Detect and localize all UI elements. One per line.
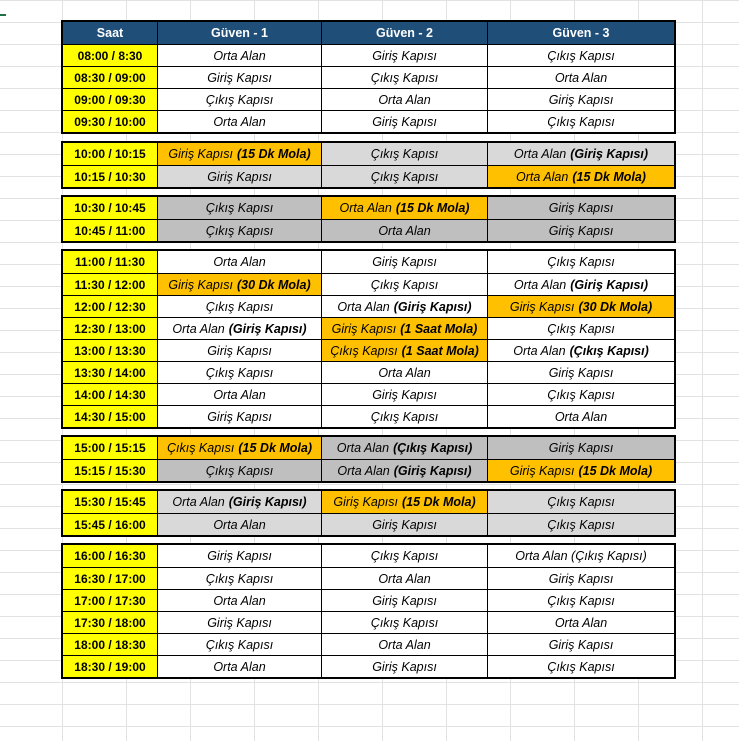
assignment-location: Çıkış Kapısı: [370, 169, 439, 184]
assignment-cell-guven-2[interactable]: [321, 437, 487, 459]
assignment-location: Giriş Kapısı: [207, 343, 272, 358]
assignment-cell-guven-3[interactable]: [487, 612, 674, 633]
assignment-cell-guven-3[interactable]: [487, 491, 674, 513]
assignment-cell-guven-1[interactable]: [157, 612, 321, 633]
column-header-saat[interactable]: Saat: [63, 22, 157, 44]
assignment-location: Orta Alan: [213, 255, 266, 269]
assignment-cell-guven-3[interactable]: [487, 166, 674, 187]
header-row: [63, 22, 674, 44]
assignment-cell-guven-1[interactable]: [157, 656, 321, 677]
assignment-cell-guven-1[interactable]: [157, 590, 321, 611]
assignment-location: Orta Alan: [336, 441, 390, 455]
assignment-location: Çıkış Kapısı: [205, 201, 274, 215]
table-row: [63, 545, 674, 567]
assignment-cell-guven-3[interactable]: [487, 590, 674, 611]
schedule-block: [61, 489, 676, 537]
assignment-location: Giriş Kapısı: [372, 659, 437, 674]
assignment-cell-guven-3[interactable]: [487, 89, 674, 110]
assignment-location: Giriş Kapısı: [207, 169, 272, 184]
assignment-location: Orta Alan: [513, 343, 566, 358]
assignment-note: (15 Dk Mola): [572, 169, 646, 184]
assignment-location: Çıkış Kapısı: [547, 321, 615, 336]
assignment-location: Orta Alan: [213, 517, 266, 532]
time-slot-cell[interactable]: 12:00 / 12:30: [63, 296, 157, 317]
assignment-cell-guven-3[interactable]: [487, 384, 674, 405]
assignment-note: (30 Dk Mola): [236, 277, 311, 292]
schedule-block: [61, 195, 676, 243]
assignment-cell-guven-1[interactable]: [157, 362, 321, 383]
table-row: [63, 88, 674, 110]
assignment-cell-guven-1[interactable]: [157, 406, 321, 427]
assignment-location: Çıkış Kapısı: [370, 277, 439, 292]
assignment-cell-guven-2[interactable]: [321, 251, 487, 273]
assignment-cell-guven-3[interactable]: [487, 296, 674, 317]
table-row: [63, 273, 674, 295]
assignment-cell-guven-2[interactable]: [321, 197, 487, 219]
assignment-cell-guven-1[interactable]: [157, 111, 321, 132]
assignment-cell-guven-1[interactable]: [157, 514, 321, 535]
table-row: [63, 66, 674, 88]
assignment-cell-guven-1[interactable]: [157, 296, 321, 317]
assignment-cell-guven-2[interactable]: [321, 67, 487, 88]
table-row: [63, 405, 674, 427]
assignment-cell-guven-3[interactable]: [487, 656, 674, 677]
schedule-block: [61, 543, 676, 679]
assignment-cell-guven-3[interactable]: [487, 437, 674, 459]
time-slot-cell[interactable]: 18:00 / 18:30: [63, 634, 157, 655]
schedule-block: [61, 20, 676, 134]
assignment-cell-guven-1[interactable]: [157, 251, 321, 273]
assignment-cell-guven-2[interactable]: [321, 89, 487, 110]
assignment-location: Giriş Kapısı: [331, 321, 397, 336]
time-slot-cell[interactable]: 15:45 / 16:00: [63, 514, 157, 535]
assignment-location: Giriş Kapısı: [207, 409, 272, 424]
assignment-cell-guven-2[interactable]: [321, 111, 487, 132]
time-slot-cell[interactable]: 17:00 / 17:30: [63, 590, 157, 611]
assignment-location: Çıkış Kapısı: [547, 114, 615, 129]
assignment-cell-guven-3[interactable]: [487, 220, 674, 241]
assignment-note: (Giriş Kapısı): [570, 277, 649, 292]
assignment-location: Orta Alan: [213, 114, 266, 129]
assignment-location: Orta Alan: [554, 70, 608, 85]
assignment-cell-guven-2[interactable]: [321, 545, 487, 567]
time-slot-cell[interactable]: 18:30 / 19:00: [63, 656, 157, 677]
table-row: [63, 361, 674, 383]
time-slot-cell[interactable]: 11:00 / 11:30: [63, 251, 157, 273]
assignment-note: (15 Dk Mola): [238, 441, 313, 455]
assignment-location: Giriş Kapısı: [548, 441, 614, 455]
assignment-cell-guven-2[interactable]: [321, 656, 487, 677]
assignment-location: Çıkış Kapısı: [205, 92, 274, 107]
assignment-location: Çıkış Kapısı: [205, 463, 274, 478]
assignment-note: (15 Dk Mola): [578, 463, 653, 478]
assignment-location: Çıkış Kapısı: [547, 48, 615, 63]
assignment-location: Orta Alan: [337, 463, 390, 478]
table-row: [63, 317, 674, 339]
assignment-location: Giriş Kapısı: [372, 517, 437, 532]
assignment-cell-guven-1[interactable]: [157, 318, 321, 339]
time-slot-cell[interactable]: 10:30 / 10:45: [63, 197, 157, 219]
assignment-note: (15 Dk Mola): [236, 147, 311, 161]
assignment-location: Çıkış Kapısı: [330, 343, 398, 358]
column-header-guven-2[interactable]: Güven - 2: [321, 22, 487, 44]
assignment-cell-guven-1[interactable]: [157, 460, 321, 481]
assignment-location: Çıkış Kapısı: [370, 409, 439, 424]
assignment-location: Giriş Kapısı: [548, 223, 614, 238]
assignment-location: Orta Alan: [378, 92, 431, 107]
assignment-cell-guven-3[interactable]: [487, 514, 674, 535]
time-slot-cell[interactable]: 10:00 / 10:15: [63, 143, 157, 165]
assignment-cell-guven-3[interactable]: [487, 406, 674, 427]
time-slot-cell[interactable]: 08:30 / 09:00: [63, 67, 157, 88]
table-row: [63, 110, 674, 132]
table-row: [63, 437, 674, 459]
assignment-cell-guven-2[interactable]: [321, 220, 487, 241]
table-row: [63, 567, 674, 589]
assignment-cell-guven-2[interactable]: [321, 166, 487, 187]
assignment-cell-guven-2[interactable]: [321, 514, 487, 535]
time-slot-cell[interactable]: 10:15 / 10:30: [63, 166, 157, 187]
time-slot-cell[interactable]: 09:00 / 09:30: [63, 89, 157, 110]
assignment-cell-guven-1[interactable]: [157, 340, 321, 361]
assignment-cell-guven-1[interactable]: [157, 45, 321, 66]
assignment-cell-guven-3[interactable]: [487, 460, 674, 481]
assignment-cell-guven-3[interactable]: [487, 111, 674, 132]
assignment-location: Giriş Kapısı: [548, 637, 614, 652]
assignment-location: Giriş Kapısı: [372, 114, 437, 129]
time-slot-cell[interactable]: 12:30 / 13:00: [63, 318, 157, 339]
assignment-cell-guven-2[interactable]: [321, 590, 487, 611]
assignment-location: Çıkış Kapısı: [205, 365, 274, 380]
assignment-note: (30 Dk Mola): [578, 299, 653, 314]
assignment-location: Orta Alan: [554, 409, 608, 424]
column-header-guven-3[interactable]: Güven - 3: [487, 22, 674, 44]
time-slot-cell[interactable]: 14:30 / 15:00: [63, 406, 157, 427]
assignment-location: Çıkış Kapısı: [205, 223, 274, 238]
assignment-cell-guven-1[interactable]: [157, 634, 321, 655]
table-row: [63, 491, 674, 513]
assignment-location: Orta Alan: [172, 495, 225, 509]
assignment-cell-guven-1[interactable]: [157, 384, 321, 405]
assignment-cell-guven-3[interactable]: [487, 274, 674, 295]
assignment-note: (1 Saat Mola): [401, 343, 479, 358]
assignment-location: Çıkış Kapısı: [370, 549, 439, 563]
assignment-location: Orta Alan: [513, 277, 567, 292]
assignment-cell-guven-2[interactable]: [321, 612, 487, 633]
assignment-note: (1 Saat Mola): [400, 321, 478, 336]
schedule-block: [61, 249, 676, 429]
assignment-note: (Çıkış Kapısı): [569, 343, 649, 358]
time-slot-cell[interactable]: 15:00 / 15:15: [63, 437, 157, 459]
table-row: [63, 143, 674, 165]
assignment-cell-guven-2[interactable]: [321, 45, 487, 66]
assignment-location: Orta Alan: [213, 593, 266, 608]
assignment-cell-guven-3[interactable]: [487, 143, 674, 165]
assignment-note: (Giriş Kapısı): [570, 147, 649, 161]
assignment-location: Giriş Kapısı: [509, 299, 575, 314]
assignment-location: Giriş Kapısı: [372, 593, 437, 608]
time-slot-cell[interactable]: 14:00 / 14:30: [63, 384, 157, 405]
table-row: [63, 339, 674, 361]
assignment-cell-guven-3[interactable]: [487, 568, 674, 589]
table-row: [63, 383, 674, 405]
assignment-cell-guven-3[interactable]: [487, 67, 674, 88]
assignment-cell-guven-2[interactable]: [321, 274, 487, 295]
assignment-location: Çıkış Kapısı: [205, 299, 274, 314]
assignment-location: Giriş Kapısı: [372, 48, 437, 63]
table-row: [63, 655, 674, 677]
assignment-cell-guven-1[interactable]: [157, 143, 321, 165]
assignment-location: Çıkış Kapısı: [547, 659, 615, 674]
assignment-cell-guven-1[interactable]: [157, 67, 321, 88]
assignment-cell-guven-2[interactable]: [321, 340, 487, 361]
time-slot-cell[interactable]: 15:30 / 15:45: [63, 491, 157, 513]
assignment-cell-guven-2[interactable]: [321, 568, 487, 589]
time-slot-cell[interactable]: 08:00 / 8:30: [63, 45, 157, 66]
assignment-cell-guven-2[interactable]: [321, 460, 487, 481]
table-row: [63, 513, 674, 535]
assignment-location: Çıkış Kapısı: [166, 441, 235, 455]
assignment-location: Giriş Kapısı: [207, 70, 272, 85]
assignment-note: (Çıkış Kapısı): [393, 441, 473, 455]
assignment-location: Orta Alan: [554, 615, 608, 630]
assignment-note: (Giriş Kapısı): [228, 321, 307, 336]
assignment-cell-guven-1[interactable]: [157, 568, 321, 589]
assignment-location: Giriş Kapısı: [333, 495, 398, 509]
assignment-cell-guven-3[interactable]: [487, 251, 674, 273]
assignment-note: (Giriş Kapısı): [228, 495, 307, 509]
assignment-location: Orta Alan: [378, 223, 431, 238]
assignment-cell-guven-1[interactable]: [157, 274, 321, 295]
assignment-location: Çıkış Kapısı: [370, 147, 439, 161]
time-slot-cell[interactable]: 11:30 / 12:00: [63, 274, 157, 295]
assignment-cell-guven-3[interactable]: [487, 340, 674, 361]
assignment-cell-guven-3[interactable]: [487, 318, 674, 339]
assignment-location: Çıkış Kapısı: [370, 615, 439, 630]
assignment-cell-guven-1[interactable]: [157, 491, 321, 513]
table-row: [63, 165, 674, 187]
assignment-location: Orta Alan: [337, 299, 390, 314]
time-slot-cell[interactable]: 09:30 / 10:00: [63, 111, 157, 132]
assignment-location: Orta Alan: [213, 387, 266, 402]
assignment-location: Orta Alan: [516, 169, 569, 184]
assignment-cell-guven-1[interactable]: [157, 220, 321, 241]
schedule-block: [61, 435, 676, 483]
assignment-location: Giriş Kapısı: [168, 147, 233, 161]
time-slot-cell[interactable]: 10:45 / 11:00: [63, 220, 157, 241]
schedule-block: [61, 141, 676, 189]
column-header-guven-1[interactable]: Güven - 1: [157, 22, 321, 44]
assignment-cell-guven-2[interactable]: [321, 143, 487, 165]
time-slot-cell[interactable]: 17:30 / 18:00: [63, 612, 157, 633]
assignment-note: (15 Dk Mola): [401, 495, 476, 509]
assignment-cell-guven-3[interactable]: [487, 634, 674, 655]
assignment-location: Çıkış Kapısı: [547, 593, 615, 608]
assignment-location: Orta Alan: [513, 147, 567, 161]
assignment-cell-guven-1[interactable]: [157, 545, 321, 567]
assignment-location: Orta Alan: [213, 659, 266, 674]
time-slot-cell[interactable]: 13:30 / 14:00: [63, 362, 157, 383]
assignment-note: (15 Dk Mola): [395, 201, 470, 215]
assignment-cell-guven-1[interactable]: [157, 89, 321, 110]
assignment-location: Çıkış Kapısı: [547, 495, 615, 509]
assignment-location: Giriş Kapısı: [548, 92, 614, 107]
assignment-location: Çıkış Kapısı: [547, 517, 615, 532]
assignment-location: Orta Alan: [378, 365, 431, 380]
assignment-cell-guven-3[interactable]: [487, 197, 674, 219]
table-row: [63, 295, 674, 317]
assignment-cell-guven-3[interactable]: [487, 362, 674, 383]
assignment-cell-guven-2[interactable]: [321, 362, 487, 383]
assignment-note: (Giriş Kapısı): [393, 299, 472, 314]
time-slot-cell[interactable]: 15:15 / 15:30: [63, 460, 157, 481]
assignment-location: Giriş Kapısı: [207, 615, 272, 630]
assignment-cell-guven-2[interactable]: [321, 296, 487, 317]
cell-cursor-marker: [0, 14, 6, 16]
assignment-cell-guven-3[interactable]: [487, 545, 674, 567]
assignment-location: Giriş Kapısı: [548, 571, 614, 586]
assignment-location: Orta Alan: [213, 48, 266, 63]
table-row: [63, 459, 674, 481]
assignment-location: Orta Alan (Çıkış Kapısı): [515, 549, 647, 563]
table-row: [63, 633, 674, 655]
assignment-cell-guven-2[interactable]: [321, 318, 487, 339]
table-row: [63, 251, 674, 273]
assignment-cell-guven-1[interactable]: [157, 437, 321, 459]
time-slot-cell[interactable]: 16:00 / 16:30: [63, 545, 157, 567]
assignment-location: Çıkış Kapısı: [370, 70, 439, 85]
assignment-location: Orta Alan: [172, 321, 225, 336]
table-row: [63, 589, 674, 611]
assignment-location: Giriş Kapısı: [509, 463, 575, 478]
assignment-location: Giriş Kapısı: [548, 201, 614, 215]
assignment-location: Çıkış Kapısı: [547, 387, 615, 402]
assignment-location: Giriş Kapısı: [168, 277, 233, 292]
assignment-cell-guven-2[interactable]: [321, 406, 487, 427]
assignment-cell-guven-2[interactable]: [321, 384, 487, 405]
assignment-cell-guven-2[interactable]: [321, 491, 487, 513]
assignment-cell-guven-3[interactable]: [487, 45, 674, 66]
table-row: [63, 197, 674, 219]
table-row: [63, 219, 674, 241]
time-slot-cell[interactable]: 13:00 / 13:30: [63, 340, 157, 361]
assignment-location: Orta Alan: [378, 637, 431, 652]
assignment-cell-guven-1[interactable]: [157, 197, 321, 219]
assignment-location: Çıkış Kapısı: [547, 255, 615, 269]
assignment-location: Giriş Kapısı: [372, 387, 437, 402]
assignment-location: Çıkış Kapısı: [205, 637, 274, 652]
assignment-cell-guven-2[interactable]: [321, 634, 487, 655]
assignment-location: Giriş Kapısı: [548, 365, 614, 380]
assignment-cell-guven-1[interactable]: [157, 166, 321, 187]
time-slot-cell[interactable]: 16:30 / 17:00: [63, 568, 157, 589]
assignment-location: Giriş Kapısı: [372, 255, 437, 269]
assignment-location: Çıkış Kapısı: [205, 571, 274, 586]
assignment-location: Giriş Kapısı: [207, 549, 272, 563]
table-row: [63, 44, 674, 66]
table-row: [63, 611, 674, 633]
assignment-location: Orta Alan: [339, 201, 392, 215]
assignment-note: (Giriş Kapısı): [393, 463, 472, 478]
assignment-location: Orta Alan: [378, 571, 431, 586]
